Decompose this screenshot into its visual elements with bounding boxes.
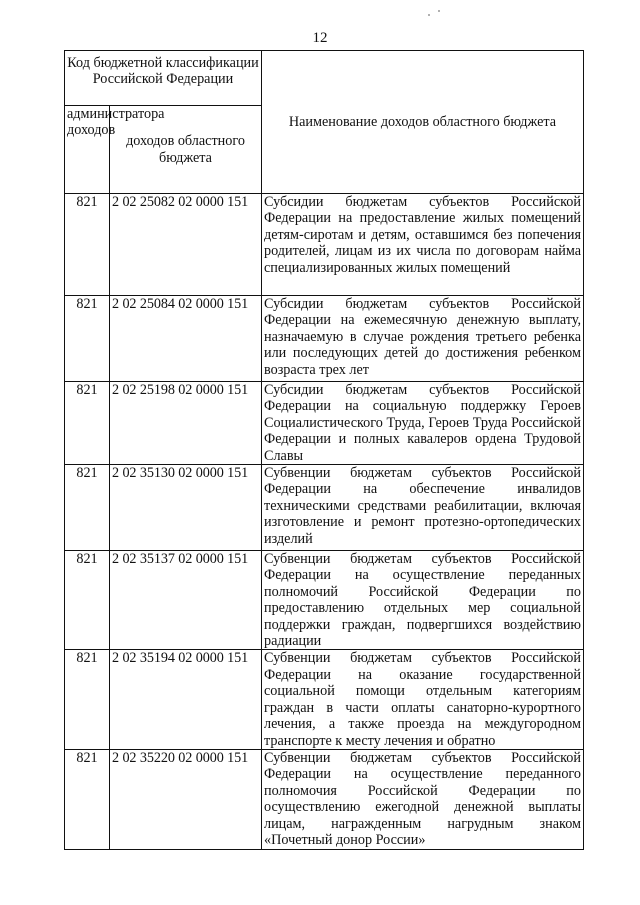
income-name: Субвенции бюджетам субъектов Российской Федерации на осуществление переданного полномочия Российской Федерации по осуществлению ежегодной денежной выплаты лицам, награжденным нагрудным знаком «Почетный донор России» — [262, 749, 584, 849]
table-row — [65, 194, 584, 296]
administrator-code: 821 — [65, 650, 110, 749]
budget-code: 2 02 35194 02 0000 151 — [110, 650, 262, 749]
budget-code: 2 02 25198 02 0000 151 — [110, 382, 262, 465]
administrator-code: 821 — [65, 551, 110, 650]
budget-code: 2 02 35137 02 0000 151 — [110, 551, 262, 650]
header-income-name: Наименование доходов областного бюджета — [262, 51, 584, 194]
income-name: Субсидии бюджетам субъектов Российской Федерации на ежемесячную денежную выплату, назначаемую в случае рождения третьего ребенка или последующих детей до достижения ребенком возраста трех лет — [262, 296, 584, 382]
header-administrator: администратора доходов — [65, 106, 110, 194]
table-row — [65, 650, 584, 749]
scan-speck — [428, 14, 430, 16]
income-name: Субсидии бюджетам субъектов Российской Федерации на социальную поддержку Героев Социалистического Труда, Героев Труда Российской Федерации и полных кавалеров ордена Трудовой Славы — [262, 382, 584, 465]
table-row — [65, 296, 584, 382]
table-row — [65, 749, 584, 849]
scan-speck — [438, 10, 440, 12]
administrator-code: 821 — [65, 382, 110, 465]
income-name: Субвенции бюджетам субъектов Российской Федерации на осуществление переданных полномочий Российской Федерации по предоставлению отдельных мер социальной поддержки граждан, подвергшихся воздействию радиации — [262, 551, 584, 650]
administrator-code: 821 — [65, 465, 110, 551]
income-name: Субсидии бюджетам субъектов Российской Федерации на предоставление жилых помещений детям-сиротам и детям, оставшимся без попечения родителей, лицам из их числа по договорам найма специализированных жилых помещений — [262, 194, 584, 296]
administrator-code: 821 — [65, 194, 110, 296]
table-row — [65, 551, 584, 650]
header-classification-code: Код бюджетной классификации Российской Федерации — [65, 51, 262, 106]
header-income: доходов областного бюджета — [110, 106, 262, 194]
administrator-code: 821 — [65, 296, 110, 382]
page-number: 12 — [312, 30, 328, 46]
budget-code: 2 02 35220 02 0000 151 — [110, 749, 262, 849]
budget-classification-table — [64, 50, 584, 850]
budget-code: 2 02 25084 02 0000 151 — [110, 296, 262, 382]
budget-code: 2 02 35130 02 0000 151 — [110, 465, 262, 551]
income-name: Субвенции бюджетам субъектов Российской Федерации на оказание государственной социальной помощи отдельным категориям граждан в части оплаты санаторно-курортного лечения, а также проезда на междугородном транспорте к месту лечения и обратно — [262, 650, 584, 749]
budget-code: 2 02 25082 02 0000 151 — [110, 194, 262, 296]
income-name: Субвенции бюджетам субъектов Российской Федерации на обеспечение инвалидов техническими средствами реабилитации, включая изготовление и ремонт протезно-ортопедических изделий — [262, 465, 584, 551]
table-row — [65, 465, 584, 551]
table-row — [65, 382, 584, 465]
administrator-code: 821 — [65, 749, 110, 849]
